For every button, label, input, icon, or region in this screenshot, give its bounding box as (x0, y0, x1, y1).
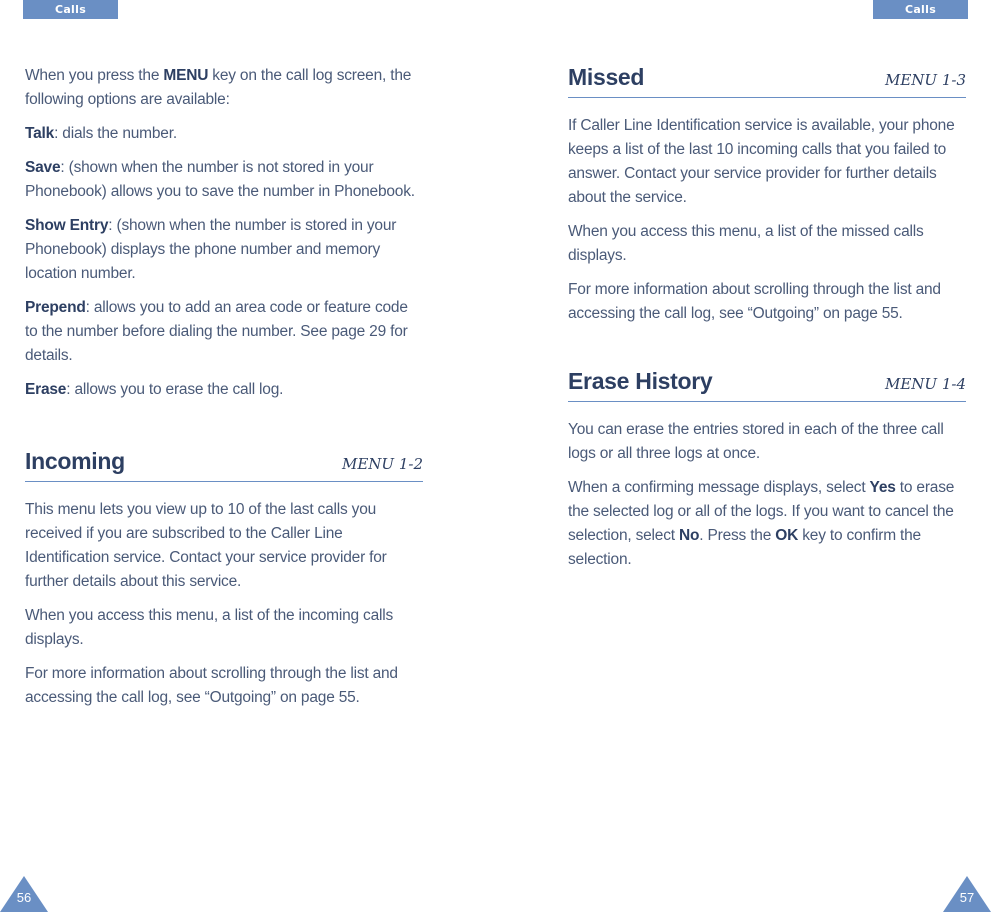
option-save: Save: (shown when the number is not stored in your Phonebook) allows you to save the number in Phonebook. (25, 159, 415, 200)
missed-paragraph-1: If Caller Line Identification service is available, your phone keeps a list of the last 10 incoming calls that you failed to answer. Contact your service provider for further details about the service. (568, 117, 955, 206)
incoming-menu-code: MENU 1-2 (342, 455, 423, 473)
incoming-paragraph-1: This menu lets you view up to 10 of the last calls you received if you are subscribed to the Caller Line Identification service. Contact your service provider for further details about this service. (25, 501, 387, 590)
option-prepend: Prepend: allows you to add an area code or feature code to the number before dialing the number. See page 29 for details. (25, 299, 408, 364)
right-page-content (568, 64, 966, 582)
option-show-entry: Show Entry: (shown when the number is stored in your Phonebook) displays the phone number and memory location number. (25, 217, 397, 282)
incoming-title: Incoming (25, 448, 125, 474)
section-tab-left: Calls (23, 0, 118, 19)
erase-history-menu-code: MENU 1-4 (885, 375, 966, 393)
erase-paragraph-2: When a confirming message displays, select Yes to erase the selected log or all of the logs. If you want to cancel the selection, select No. Press the OK key to confirm the selection. (568, 479, 955, 568)
section-tab-right: Calls (873, 0, 968, 19)
missed-heading (568, 64, 966, 98)
option-talk: Talk: dials the number. (25, 125, 177, 142)
option-erase: Erase: allows you to erase the call log. (25, 381, 284, 398)
erase-history-title: Erase History (568, 368, 713, 394)
page-number-right: 57 (943, 876, 991, 912)
left-page-content (25, 64, 423, 720)
missed-menu-code: MENU 1-3 (885, 71, 966, 89)
intro-paragraph: When you press the MENU key on the call log screen, the following options are available: (25, 67, 412, 108)
page-number-left: 56 (0, 876, 48, 912)
incoming-heading (25, 448, 423, 482)
erase-history-heading (568, 368, 966, 402)
erase-paragraph-1: You can erase the entries stored in each of the three call logs or all three logs at once. (568, 421, 944, 462)
missed-title: Missed (568, 64, 645, 90)
missed-paragraph-3: For more information about scrolling through the list and accessing the call log, see “Outgoing” on page 55. (568, 281, 941, 322)
missed-paragraph-2: When you access this menu, a list of the missed calls displays. (568, 223, 924, 264)
incoming-paragraph-3: For more information about scrolling through the list and accessing the call log, see “Outgoing” on page 55. (25, 665, 398, 706)
menu-key: MENU (163, 67, 209, 84)
incoming-paragraph-2: When you access this menu, a list of the incoming calls displays. (25, 607, 394, 648)
